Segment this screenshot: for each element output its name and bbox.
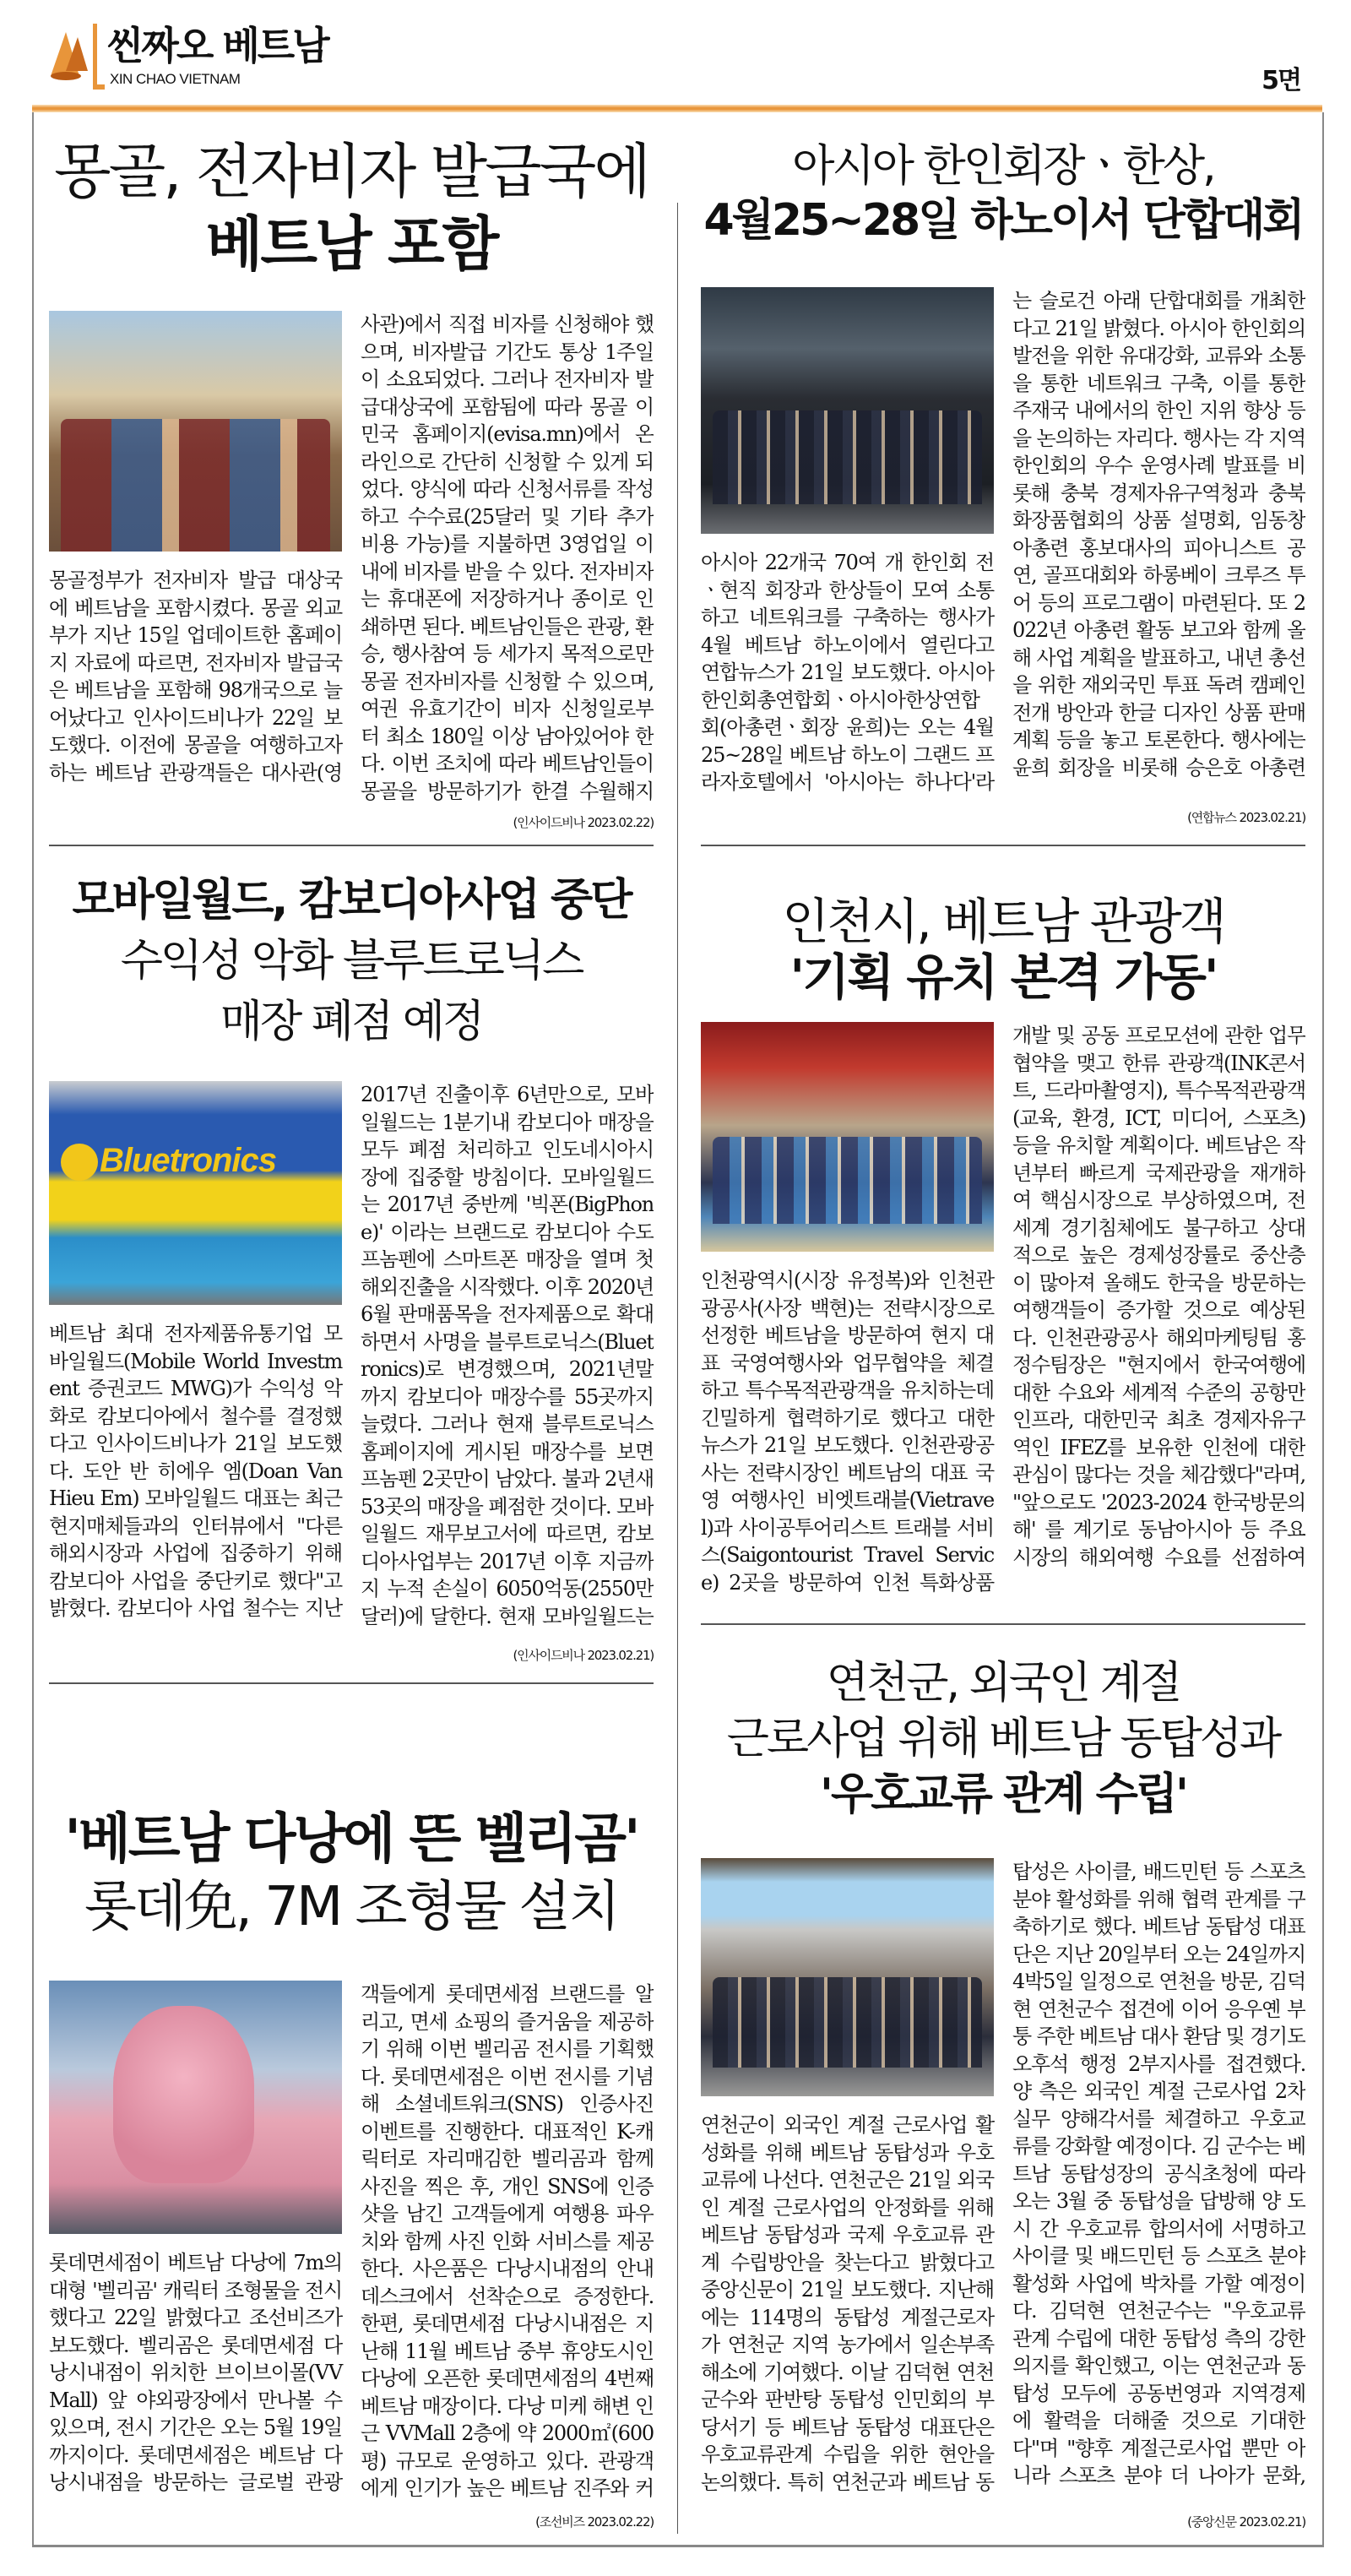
headline-line: '우호교류 관계 수립' <box>820 1769 1186 1820</box>
article-source: (인사이드비나 2023.02.22) <box>49 814 654 831</box>
headline-line: 인천시, 베트남 관광객 <box>782 893 1224 950</box>
headline-line: 연천군, 외국인 계절 <box>826 1658 1180 1709</box>
article-photo <box>49 311 342 552</box>
logo-subtitle: XIN CHAO VIETNAM <box>110 71 241 87</box>
article-headline <box>701 894 1305 1005</box>
store-logo-icon <box>61 1144 98 1181</box>
article-source: (중앙신문 2023.02.21) <box>701 2514 1305 2530</box>
section-divider <box>49 845 654 846</box>
logo-text: 씬짜오 베트남 <box>106 23 328 68</box>
article-photo <box>49 1081 342 1305</box>
article-body <box>49 1981 654 2506</box>
headline-line: 모바일월드, 캄보디아사업 중단 <box>72 875 631 926</box>
headline-line: 4월25~28일 하노이서 단합대회 <box>703 195 1303 246</box>
article-photo <box>701 287 994 534</box>
section-divider <box>49 1682 654 1684</box>
store-sign: Bluetronics <box>100 1142 277 1179</box>
page-number: 5면 <box>1261 66 1300 95</box>
article-body <box>49 1081 654 1639</box>
article-body <box>701 287 1305 802</box>
article-photo <box>701 1022 994 1252</box>
bear-sculpture <box>113 2006 254 2183</box>
article-body <box>701 1858 1305 2507</box>
article-headline <box>701 1655 1305 1823</box>
article-headline <box>701 139 1305 247</box>
article-source: (연합뉴스 2023.02.21) <box>701 809 1305 826</box>
headline-line: 롯데免, 7M 조형물 설치 <box>84 1876 619 1938</box>
article-text: 아시아 22개국 70여 개 한인회 전ㆍ현직 회장과 한상들이 모여 소통하고 네트워크를 구축하는 행사가 4월 베트남 하노이에서 열린다고 연합뉴스가 21일 보도했다. 아시아한인회총연합회ㆍ아시아한상연합회(아총련ㆍ회장 윤희)는 오는 4월 25~28일 베트남 하노이 그랜드 프라자호텔에서 '아시아는 하나다'라는 슬로건 아래 단합대회를 개최한다고 21일 밝혔다. 아시아 한인회의 발전을 위한 유대강화, 교류와 소통을 통한 네트워크 구축, 이를 통한 주재국 내에서의 한인 지위 향상 등을 논의하는 자리다. 행사는 각 지역 한인회의 우수 운영사례 발표를 비롯해 충북 경제자유구역청과 충북 화장품협회의 상품 설명회, 임동창 아총련 홍보대사의 피아니스트 공연, 골프대회와 하롱베이 크루즈 투어 등의 프로그램이 마련된다. 또 2022년 아총련 활동 보고와 함께 올해 사업 계획을 발표하고, 내년 총선을 위한 재외국민 투표 독려 캠페인 전개 방안과 한글 디자인 상품 판매 계획 등을 놓고 토론한다. 행사에는 윤희 회장을 비롯해 승은호 아총련 <box>701 289 1305 794</box>
article-photo <box>49 1981 342 2234</box>
masthead-rule <box>32 105 1322 112</box>
article-headline <box>49 1806 654 1941</box>
article-headline <box>49 135 654 280</box>
article-source: (조선비즈 2023.02.22) <box>49 2514 654 2530</box>
article-photo <box>701 1858 994 2096</box>
article-source: (인사이드비나 2023.02.21) <box>49 1647 654 1664</box>
article-body <box>701 1022 1305 1605</box>
headline-line: 매장 폐점 예정 <box>220 997 483 1047</box>
masthead-logo <box>49 24 328 91</box>
article-text: 인천광역시(시장 유정복)와 인천관광공사(사장 백현)는 전략시장으로 선정한 베트남을 방문하여 현지 대표 국영여행사와 업무협약을 체결하고 특수목적관광객을 유치하는데 긴밀하게 협력하기로 했다고 대한뉴스가 21일 보도했다. 인천관광공사는 전략시장인 베트남의 대표 국영 여행사인 비엣트래블(Vietravel)과 사이공투어리스트 트래블 서비스(Saigontourist Travel Service) 2곳을 방문하여 인천 특화상품 개발 및 공동 프로모션에 관한 업무협약을 맺고 한류 관광객(INK콘서트, 드라마촬영지), 특수목적관광객(교육, 환경, ICT, 미디어, 스포츠) 등을 유치할 계획이다. 베트남은 작년부터 빠르게 국제관광을 재개하여 핵심시장으로 부상하였으며, 전 세계 경기침체에도 불구하고 상대적으로 높은 경제성장률로 중산층이 많아져 올해도 한국을 방문하는 여행객들이 증가할 것으로 예상된다. 인천관광공사 해외마케팅팀 홍정수팀장은 "현지에서 한국여행에 대한 수요와 세계적 수준의 공항만 인프라, 대한민국 최초 경제자유구역인 IFEZ를 보유한 인천에 대한 관심이 많다는 것을 체감했다"라며, "앞으로도 '2023-2024 한국방문의 해' 를 계기로 동남아시아 등 주요 시장의 해외여행 수요를 선점하여 <box>701 1024 1305 1595</box>
article-text: 롯데면세점이 베트남 다낭에 7m의 대형 '벨리곰' 캐릭터 조형물을 전시했다고 22일 밝혔다고 조선비즈가 보도했다. 벨리곰은 롯데면세점 다낭시내점이 위치한 브이브이몰(VVMall) 앞 야외광장에서 만나볼 수 있으며, 전시 기간은 오는 5월 19일까지이다. 롯데면세점은 베트남 다낭시내점을 방문하는 글로벌 관광객들에게 롯데면세점 브랜드를 알리고, 면세 쇼핑의 즐거움을 제공하기 위해 이번 벨리곰 전시를 기획했다. 롯데면세점은 이번 전시를 기념해 소셜네트워크(SNS) 인증사진 이벤트를 진행한다. 대표적인 K-캐릭터로 자리매김한 벨리곰과 함께 사진을 찍은 후, 개인 SNS에 인증샷을 남긴 고객들에게 여행용 파우치와 함께 사진 인화 서비스를 제공한다. 사은품은 다낭시내점의 안내데스크에서 선착순으로 증정한다. 한편, 롯데면세점 다낭시내점은 지난해 11월 베트남 중부 휴양도시인 다낭에 오픈한 롯데면세점의 4번째 베트남 매장이다. 다낭 미케 해변 인근 VVMall 2층에 약 2000㎡(600평) 규모로 운영하고 있다. 관광객에게 인기가 높은 베트남 진주와 커 <box>49 1982 654 2500</box>
headline-line: 아시아 한인회장ㆍ한상, <box>792 141 1214 192</box>
headline-line: 베트남 포함 <box>205 209 497 279</box>
headline-line: 몽골, 전자비자 발급국에 <box>54 137 648 206</box>
article-text: 몽골정부가 전자비자 발급 대상국에 베트남을 포함시켰다. 몽골 외교부가 지난 15일 업데이트한 홈페이지 자료에 따르면, 전자비자 발급국은 베트남을 포함해 98개국으로 늘어났다고 인사이드비나가 22일 보도했다. 이전에 몽골을 여행하고자 하는 베트남 관광객들은 대사관(영사관)에서 직접 비자를 신청해야 했으며, 비자발급 기간도 통상 1주일이 소요되었다. 그러나 전자비자 발급대상국에 포함됨에 따라 몽골 이민국 홈페이지(evisa.mn)에서 온라인으로 간단히 신청할 수 있게 되었다. 양식에 따라 신청서류를 작성하고 수수료(25달러 및 기타 추가비용 가능)를 지불하면 3영업일 이내에 비자를 받을 수 있다. 전자비자는 휴대폰에 저장하거나 종이로 인쇄하면 된다. 베트남인들은 관광, 환승, 행사참여 등 세가지 목적으로만 몽골 전자비자를 신청할 수 있으며, 여권 유효기간이 비자 신청일로부터 최소 180일 이상 남아있어야 한다. 이번 조치에 따라 베트남인들이 몽골을 방문하기가 한결 수월해지 <box>49 312 654 803</box>
article-body <box>49 311 654 809</box>
headline-line: 근로사업 위해 베트남 동탑성과 <box>726 1714 1280 1764</box>
article-text: 연천군이 외국인 계절 근로사업 활성화를 위해 베트남 동탑성과 우호 교류에 나선다. 연천군은 21일 외국인 계절 근로사업의 안정화를 위해 베트남 동탑성과 국제 우호교류 관계 수립방안을 찾는다고 밝혔다고 중앙신문이 21일 보도했다. 지난해에는 114명의 동탑성 계절근로자가 연천군 지역 농가에서 일손부족 해소에 기여했다. 이날 김덕현 연천군수와 판반탕 동탑성 인민회의 부당서기 등 베트남 동탑성 대표단은 우호교류관계 수립을 위한 현안을 논의했다. 특히 연천군과 베트남 동탑성은 사이클, 배드민턴 등 스포츠 분야 활성화를 위해 협력 관계를 구축하기로 했다. 베트남 동탑성 대표단은 지난 20일부터 오는 24일까지 4박5일 일정으로 연천을 방문, 김덕현 연천군수 접견에 이어 응우옌 부 퉁 주한 베트남 대사 환담 및 경기도 오후석 행정 2부지사를 접견했다. 양 측은 외국인 계절 근로사업 2차 실무 양해각서를 체결하고 우호교류를 강화할 예정이다. 김 군수는 베트남 동탑성장의 공식초청에 따라 오는 3월 중 동탑성을 답방해 양 도시 간 우호교류 합의서에 서명하고 사이클 및 배드민턴 등 스포츠 분야 활성화 사업에 박차를 가할 예정이다. 김덕현 연천군수는 "우호교류 관계 수립에 대한 동탑성 측의 강한 의지를 확인했고, 이는 연천군과 동탑성 모두에 공동번영과 지역경제에 활력을 더해줄 것으로 기대한다"며 "향후 계절근로사업 뿐만 아니라 스포츠 분야 더 나아가 문화, <box>701 1860 1305 2494</box>
article-text: 베트남 최대 전자제품유통기업 모바일월드(Mobile World Investment 증권코드 MWG)가 수익성 악화로 캄보디아에서 철수를 결정했다고 인사이드비나가 21일 보도했다. 도안 반 히에우 엠(Doan Van Hieu Em) 모바일월드 대표는 최근 현지매체들과의 인터뷰에서 "다른 해외시장과 사업에 집중하기 위해 캄보디아 사업을 중단키로 했다"고 밝혔다. 캄보디아 사업 철수는 지난 2017년 진출이후 6년만으로, 모바일월드는 1분기내 캄보디아 매장을 모두 폐점 처리하고 인도네시아시장에 집중할 방침이다. 모바일월드는 2017년 중반께 '빅폰(BigPhone)' 이라는 브랜드로 캄보디아 수도 프놈펜에 스마트폰 매장을 열며 첫 해외진출을 시작했다. 이후 2020년 6월 판매품목을 전자제품으로 확대하면서 사명을 블루트로닉스(Bluetronics)로 변경했으며, 2021년말까지 캄보디아 매장수를 55곳까지 늘렸다. 그러나 현재 블루트로닉스 홈페이지에 게시된 매장수를 보면 프놈펜 2곳만이 남았다. 불과 2년새 53곳의 매장을 폐점한 것이다. 모바일월드 재무보고서에 따르면, 캄보디아사업부는 2017년 이후 지금까지 누적 손실이 6050억동(2550만달러)에 달한다. 현재 모바일월드는 <box>49 1083 654 1628</box>
logo-cone-icon <box>49 24 105 91</box>
headline-line: '베트남 다낭에 뜬 벨리곰' <box>64 1807 638 1871</box>
column-divider <box>677 203 678 2534</box>
section-divider <box>701 845 1305 846</box>
section-divider <box>701 1623 1305 1625</box>
headline-line: 수익성 악화 블루트로닉스 <box>120 936 583 986</box>
article-headline <box>49 870 654 1052</box>
headline-line: '기획 유치 본격 가동' <box>789 948 1217 1006</box>
